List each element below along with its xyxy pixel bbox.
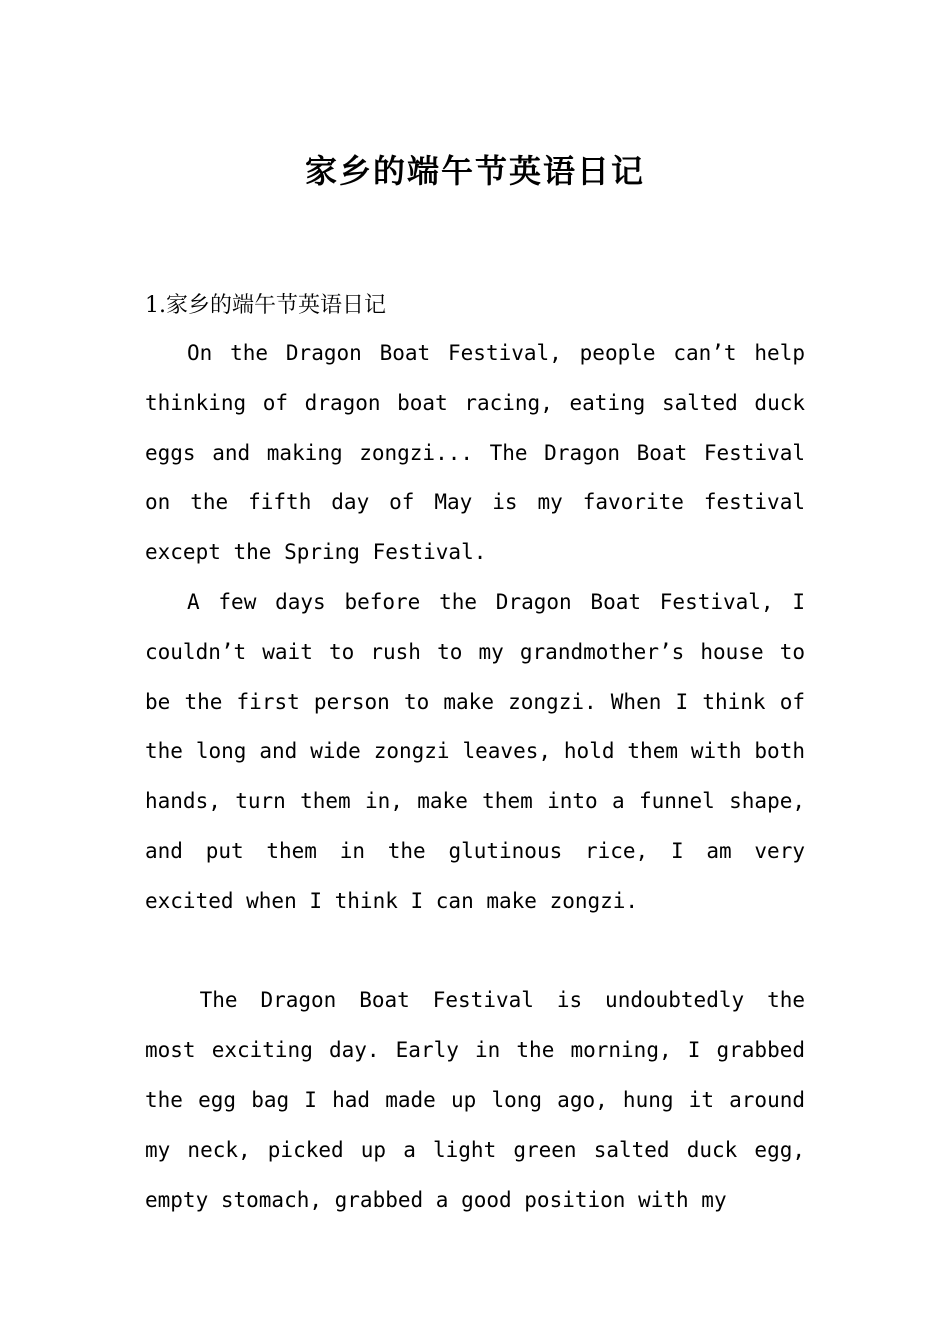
document-title: 家乡的端午节英语日记: [304, 152, 645, 191]
paragraph-1: On the Dragon Boat Festival, people can’t help thinking of dragon boat racing, eating salted duck eggs and making zongzi... The Dragon Boat Festival on the fifth day of May is my favorite festival except the Spring Festival.: [145, 341, 805, 565]
document-body: [145, 285, 805, 1225]
paragraph-3: The Dragon Boat Festival is undoubtedly the most exciting day. Early in the morning, I grabbed the egg bag I had made up long ago, hung it around my neck, picked up a light green salted duck egg, empty stomach, grabbed a good position with my: [145, 988, 805, 1212]
paragraph-2: A few days before the Dragon Boat Festival, I couldn’t wait to rush to my grandmother’s house to be the first person to make zongzi. When I think of the long and wide zongzi leaves, hold them with both hands, turn them in, make them into a funnel shape, and put them in the glutinous rice, I am very excited when I think I can make zongzi.: [145, 589, 805, 913]
section-heading: 1.家乡的端午节英语日记: [145, 293, 386, 318]
paragraph-spacer: [145, 927, 805, 977]
